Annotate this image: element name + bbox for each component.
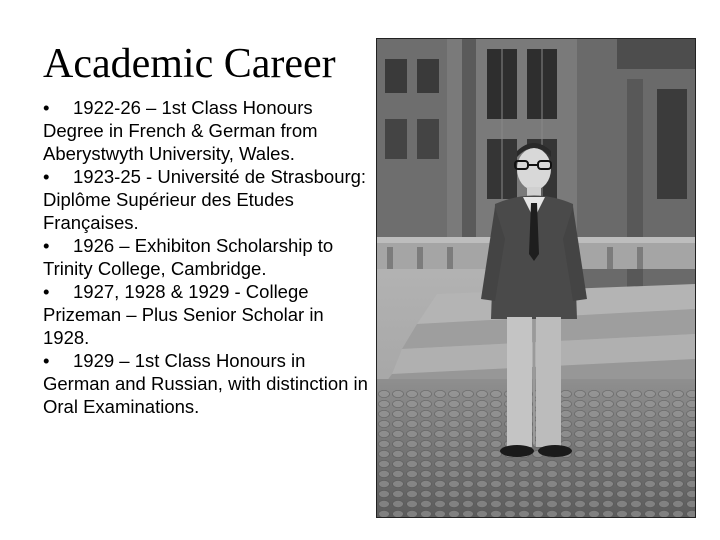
bullet-text: 1929 – 1st Class Honours in German and Russian, with distinction in Oral Examinations.: [43, 350, 368, 417]
bullet-marker: •: [43, 350, 50, 371]
bullet-text: 1927, 1928 & 1929 - College Prizeman – Plus Senior Scholar in 1928.: [43, 281, 324, 348]
portrait-photo: [376, 38, 696, 518]
bullet-item: [43, 165, 368, 234]
bullet-item: [43, 349, 368, 418]
bullet-marker: •: [43, 97, 50, 118]
bullet-marker: •: [43, 235, 50, 256]
bullet-list: [43, 96, 368, 418]
photo-illustration: [377, 39, 695, 517]
bullet-text: 1926 – Exhibiton Scholarship to Trinity College, Cambridge.: [43, 235, 334, 279]
bullet-text: 1922-26 – 1st Class Honours Degree in French & German from Aberystwyth University, Wales.: [43, 97, 318, 164]
building-left: [377, 39, 447, 239]
bullet-item: [43, 280, 368, 349]
slide-title: Academic Career: [43, 41, 336, 87]
bullet-item: [43, 96, 368, 165]
bullet-marker: •: [43, 281, 50, 302]
bullet-text: 1923-25 - Université de Strasbourg: Diplôme Supérieur des Etudes Françaises.: [43, 166, 367, 233]
bullet-marker: •: [43, 166, 50, 187]
bullet-item: [43, 234, 368, 280]
